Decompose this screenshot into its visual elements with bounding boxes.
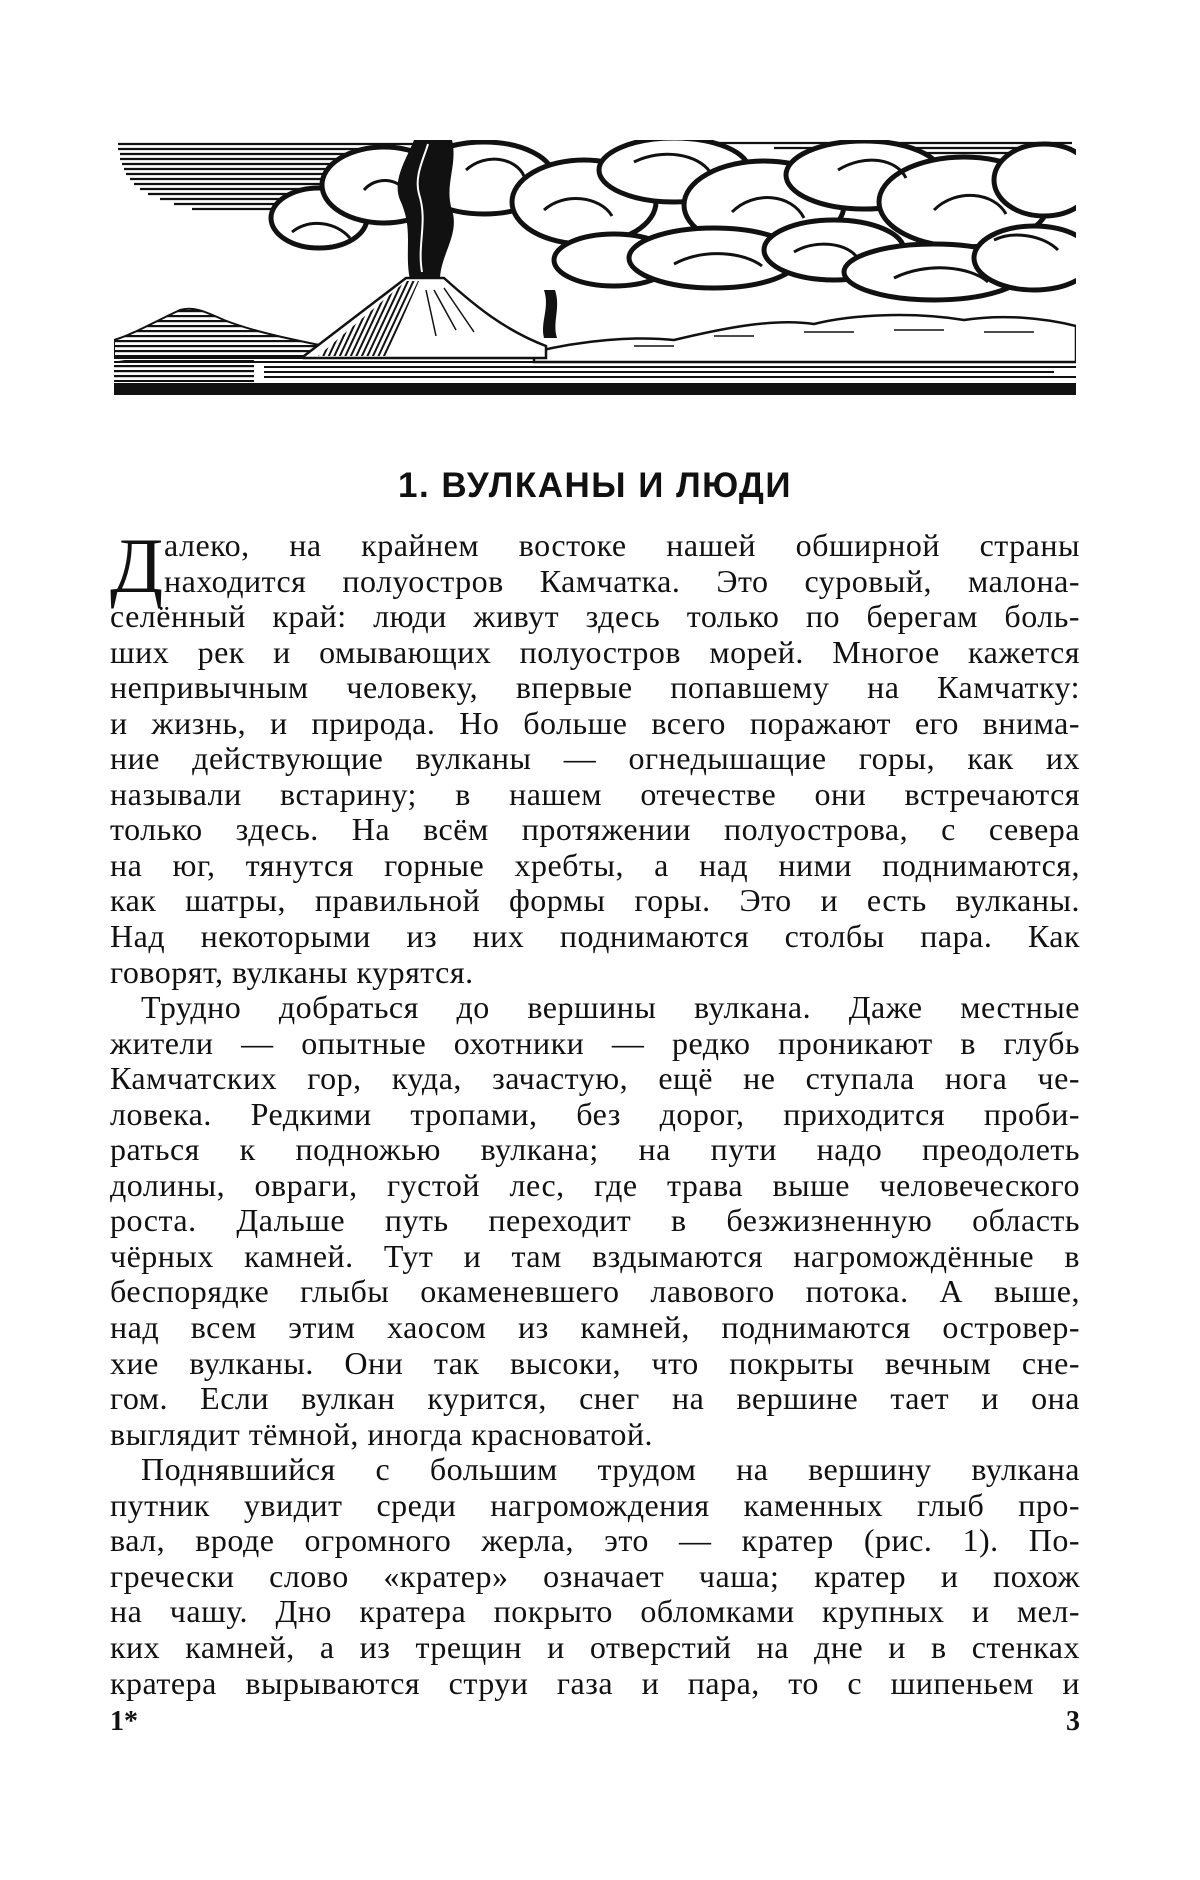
- page-number: 3: [1066, 1706, 1080, 1737]
- text-line: ших рек и омывающих полуостров морей. Многое кажется: [110, 634, 1080, 670]
- body-text: [110, 522, 1080, 1701]
- text-line: вал, вроде огромного жерла, это — кратер (рис. 1). По-: [110, 1523, 1080, 1559]
- paragraph-1: [110, 522, 1080, 990]
- text-line: гом. Если вулкан курится, снег на вершине тает и она: [110, 1381, 1080, 1417]
- text-line: и жизнь, и природа. Но больше всего поражают его внима-: [110, 705, 1080, 741]
- text-line: непривычным человеку, впервые попавшему на Камчатку:: [110, 670, 1080, 706]
- volcano-illustration: [114, 140, 1076, 402]
- text-line: хие вулканы. Они так высоки, что покрыты вечным сне-: [110, 1345, 1080, 1381]
- text-line: роста. Дальше путь переходит в безжизненную область: [110, 1203, 1080, 1239]
- text-line: путник увидит среди нагромождения каменных глыб про-: [110, 1487, 1080, 1523]
- text-line: ловека. Редкими тропами, без дорог, приходится проби-: [110, 1096, 1080, 1132]
- text-line: долины, овраги, густой лес, где трава выше человеческого: [110, 1167, 1080, 1203]
- text-line: чёрных камней. Тут и там вздымаются нагромождённые в: [110, 1238, 1080, 1274]
- text-line: Камчатских гор, куда, зачастую, ещё не ступала нога че-: [110, 1061, 1080, 1097]
- text-line: на юг, тянутся горные хребты, а над ними поднимаются,: [110, 847, 1080, 883]
- smoke-clouds: [271, 140, 1076, 300]
- text-line: ние действующие вулканы — огнедышащие горы, как их: [110, 741, 1080, 777]
- text-line: гречески слово «кратер» означает чаша; кратер и похож: [110, 1558, 1080, 1594]
- mountains: [114, 309, 1076, 362]
- drop-cap: Д: [110, 522, 164, 609]
- text-line: говорят, вулканы курятся.: [110, 954, 474, 990]
- paragraph-3: [110, 1452, 1080, 1701]
- chapter-title: 1. ВУЛКАНЫ И ЛЮДИ: [397, 466, 792, 505]
- text-line: как шатры, правильной формы горы. Это и есть вулканы.: [110, 883, 1080, 919]
- text-line: раться к подножью вулкана; на пути надо преодолеть: [110, 1132, 1080, 1168]
- text-line: выглядит тёмной, иногда красноватой.: [110, 1416, 653, 1452]
- text-line: называли встарину; в нашем отечестве они встречаются: [110, 776, 1080, 812]
- signature-mark: 1*: [110, 1706, 138, 1737]
- text-line: Трудно добраться до вершины вулкана. Даже местные: [141, 990, 1080, 1026]
- paragraph-2: [110, 990, 1080, 1452]
- text-line: селённый край: люди живут здесь только по берегам боль-: [110, 599, 1080, 635]
- text-line: только здесь. На всём протяжении полуострова, с севера: [110, 812, 1080, 848]
- text-line: алеко, на крайнем востоке нашей обширной страны: [164, 528, 1080, 563]
- volcano-cone: [304, 278, 546, 358]
- text-line: Поднявшийся с большим трудом на вершину вулкана: [141, 1452, 1080, 1488]
- text-line: на чашу. Дно кратера покрыто обломками крупных и мел-: [110, 1594, 1080, 1630]
- text-line: ких камней, а из трещин и отверстий на дне и в стенках: [110, 1629, 1080, 1665]
- text-line: находится полуостров Камчатка. Это суровый, малона-: [164, 563, 1080, 599]
- text-line: над всем этим хаосом из камней, поднимаются островер-: [110, 1310, 1080, 1346]
- text-line: Над некоторыми из них поднимаются столбы пара. Как: [110, 919, 1080, 955]
- text-line: кратера вырываются струи газа и пара, то с шипеньем и: [110, 1665, 1080, 1701]
- text-line: беспорядке глыбы окаменевшего лавового потока. А выше,: [110, 1274, 1080, 1310]
- text-line: жители — опытные охотники — редко проникают в глубь: [110, 1025, 1080, 1061]
